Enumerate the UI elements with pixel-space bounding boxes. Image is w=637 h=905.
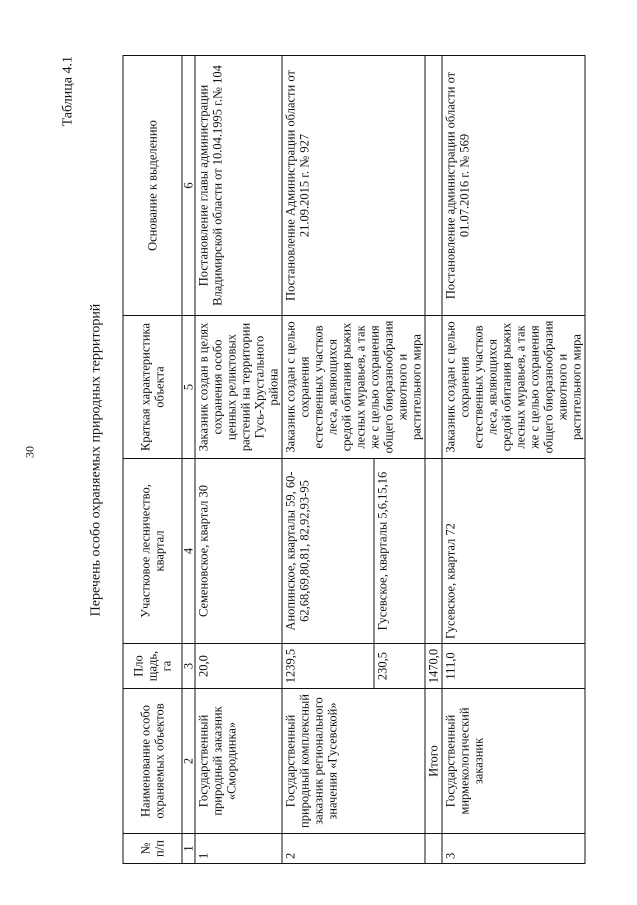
object-area: 1239,5 [282, 644, 374, 689]
total-empty-cell [425, 56, 442, 316]
table-label: Таблица 4.1 [60, 56, 76, 127]
column-number-row [182, 56, 195, 864]
row-number: 3 [442, 834, 585, 864]
header-name: Наименование особо охраняемых объектов [123, 689, 182, 834]
object-area: 230,5 [374, 644, 425, 689]
total-empty-cell [425, 459, 442, 644]
object-location: Семеновское, квартал 30 [195, 459, 282, 644]
rotated-page-content [60, 56, 584, 864]
header-location: Участковое лесничество, квартал [123, 459, 182, 644]
column-number: 4 [182, 459, 195, 644]
column-number: 3 [182, 644, 195, 689]
table-row [195, 56, 282, 864]
protected-areas-table [123, 55, 586, 864]
header-description: Краткая характеристика объекта [123, 316, 182, 459]
header-area: Пло щадь, га [123, 644, 182, 689]
object-location: Гусевское, кварталы 5,6,15,16 [374, 459, 425, 644]
object-area: 111,0 [442, 644, 585, 689]
object-basis: Постановление Администрации области от 21.09.2015 г. № 927 [282, 56, 425, 316]
total-area: 1470,0 [425, 644, 442, 689]
object-description: Заказник создан с целью сохранения естественных участков леса, являющихся средой обитания рыжих лесных муравьев, а так же с целью сохранения общего биоразнообразия животного и растительного мира [282, 316, 425, 459]
table-title: Перечень особо охраняемых природных территорий [88, 303, 104, 617]
total-empty-cell [425, 316, 442, 459]
column-number: 2 [182, 689, 195, 834]
column-number: 1 [182, 834, 195, 864]
object-name: Государственный природный комплексный заказник регионального значения «Гусевской» [282, 689, 425, 834]
object-description: Заказник создан с целью сохранения естественных участков леса, являющихся средой обитания рыжих лесных муравьев, а так же с целью сохранения общего биоразнообразия животного и растительного мира [442, 316, 585, 459]
row-number: 1 [195, 834, 282, 864]
object-basis: Постановление администрации области от 01.07.2016 г. № 569 [442, 56, 585, 316]
column-number: 6 [182, 56, 195, 316]
object-area: 20,0 [195, 644, 282, 689]
total-label: Итого [425, 689, 442, 834]
row-number: 2 [282, 834, 425, 864]
object-basis: Постановление главы администрации Владимирской области от 10.04.1995 г.№ 104 [195, 56, 282, 316]
object-description: Заказник создан в целях сохранения особо ценных реликтовых растений на территории Гусь-Хрустального района [195, 316, 282, 459]
header-basis: Основание к выделению [123, 56, 182, 316]
header-row [123, 56, 182, 864]
object-location: Гусевское, квартал 72 [442, 459, 585, 644]
object-name: Государственный природный заказник «Смородинка» [195, 689, 282, 834]
page-number: 30 [22, 446, 37, 458]
total-row [425, 56, 442, 864]
column-number: 5 [182, 316, 195, 459]
total-empty-cell [425, 834, 442, 864]
table-row [282, 56, 374, 864]
object-name: Государственный мирмекологический заказник [442, 689, 585, 834]
table-row [442, 56, 585, 864]
object-location: Анопинское, кварталы 59, 60-62,68,69,80,81, 82,92,93-95 [282, 459, 374, 644]
header-num: № п/п [123, 834, 182, 864]
